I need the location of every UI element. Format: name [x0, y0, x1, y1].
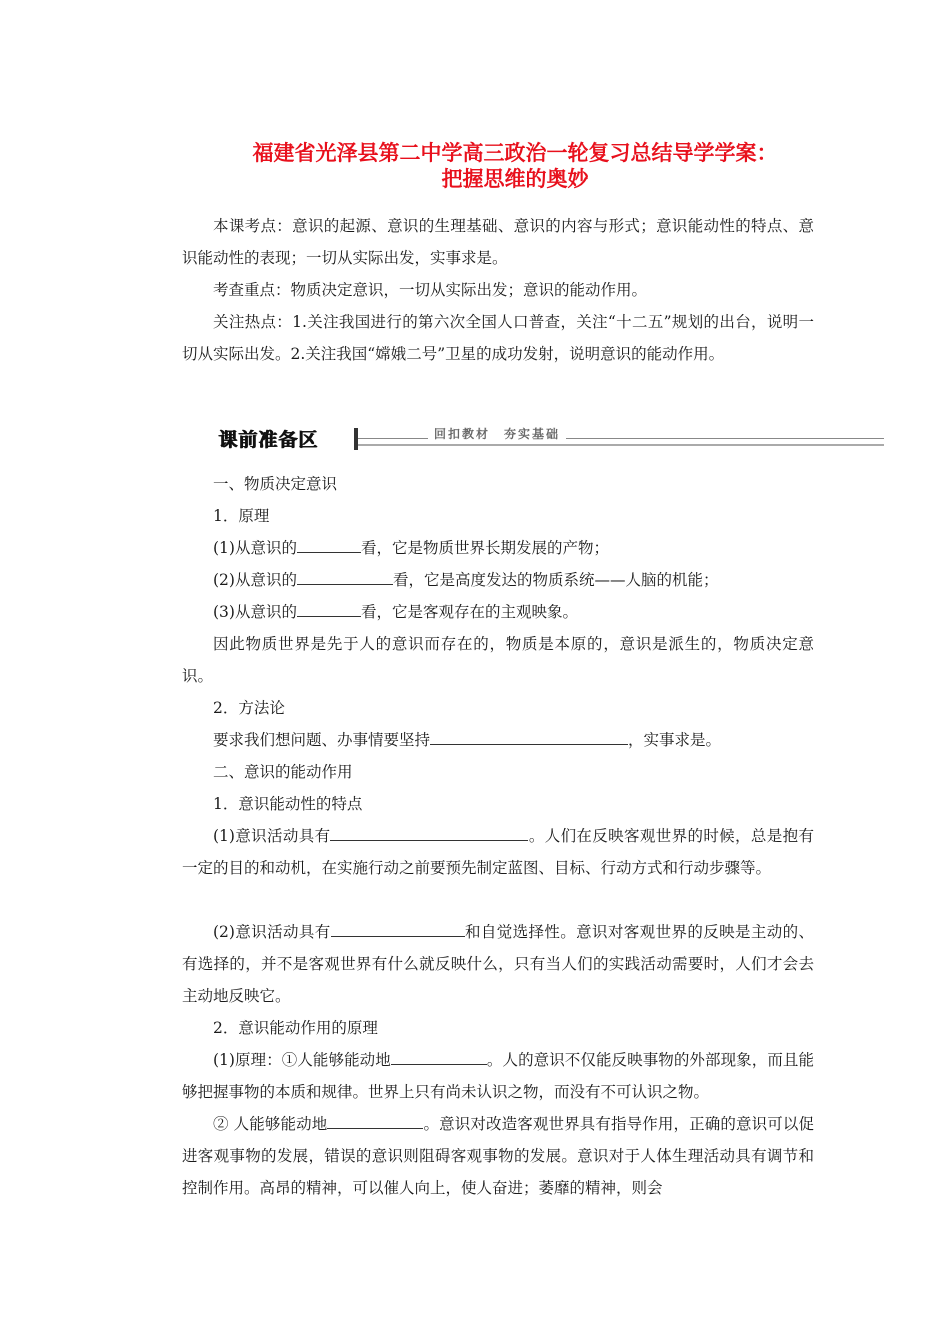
fill-blank-5[interactable]	[330, 822, 528, 841]
principle-item-2	[182, 564, 814, 596]
fill-blank-2[interactable]	[297, 566, 393, 585]
principle-item-1-lead: (1)从意识的	[213, 539, 297, 557]
subheading-principle: 1．原理	[213, 507, 270, 525]
role-principle-2	[182, 1108, 814, 1204]
page-title	[0, 140, 950, 192]
principle-item-1-tail: 看，它是物质世界长期发展的产物；	[360, 539, 609, 557]
intro-kaodian: 本课考点：意识的起源、意识的生理基础、意识的内容与形式；意识能动性的特点、意识能动性的表现；一切从实际出发，实事求是。	[182, 217, 814, 267]
fill-blank-3[interactable]	[297, 598, 361, 617]
principle-item-2-tail: 看，它是高度发达的物质系统——人脑的机能；	[392, 571, 719, 589]
section-motto: 回扣教材 夯实基础	[428, 426, 566, 442]
heading-consciousness-role: 二、意识的能动作用	[213, 763, 353, 781]
role-principle-2-tail: 。意识对改造客观世界具有指导作用，正确的意识可以促进客观事物的发展，错误的意识则阻碍客观事物的发展。意识对于人体生理活动具有调节和控制作用。高昂的精神，可以催人向上，使人奋进；萎靡的精神，则会	[182, 1115, 814, 1197]
characteristic-1-tail: 。人们在反映客观世界的时候，总是抱有一定的目的和动机，在实施行动之前要预先制定蓝图、目标、行动方式和行动步骤等。	[182, 827, 814, 877]
role-principle-1	[182, 1044, 814, 1108]
characteristic-2	[182, 916, 814, 1012]
section-bar	[218, 426, 884, 454]
role-principle-2-lead: ② 人能够能动地	[213, 1115, 328, 1133]
subheading-role-principle: 2．意识能动作用的原理	[213, 1019, 378, 1037]
principle-item-3-tail: 看，它是客观存在的主观映象。	[360, 603, 578, 621]
title-line-1: 福建省光泽县第二中学高三政治一轮复习总结导学学案：	[252, 141, 778, 165]
heading-material-decides: 一、物质决定意识	[213, 475, 338, 493]
principle-item-1	[182, 532, 814, 564]
principle-conclusion: 因此物质世界是先于人的意识而存在的，物质是本原的，意识是派生的，物质决定意识。	[182, 635, 814, 685]
section-label: 课前准备区	[218, 429, 319, 451]
subheading-characteristics: 1．意识能动性的特点	[213, 795, 363, 813]
fill-blank-6[interactable]	[331, 918, 465, 937]
title-line-2: 把握思维的奥妙	[441, 167, 589, 191]
fill-blank-7[interactable]	[391, 1046, 487, 1065]
methodology-text	[182, 724, 814, 756]
section-rule-accent	[354, 428, 358, 450]
principle-item-2-lead: (2)从意识的	[213, 571, 297, 589]
characteristic-1-lead: (1)意识活动具有	[213, 827, 331, 845]
fill-blank-4[interactable]	[430, 726, 628, 745]
intro-redian: 关注热点：1.关注我国进行的第六次全国人口普查，关注“十二五”规划的出台，说明一切从实际出发。2.关注我国“嫦娥二号”卫星的成功发射，说明意识的能动作用。	[182, 313, 814, 363]
principle-item-3-lead: (3)从意识的	[213, 603, 297, 621]
characteristic-2-lead: (2)意识活动具有	[213, 923, 331, 941]
subheading-methodology: 2．方法论	[213, 699, 285, 717]
characteristic-1	[182, 820, 814, 884]
role-principle-1-tail: 。人的意识不仅能反映事物的外部现象，而且能够把握事物的本质和规律。世界上只有尚未认识之物，而没有不可认识之物。	[182, 1051, 814, 1101]
role-principle-1-lead: (1)原理：①人能够能动地	[213, 1051, 391, 1069]
intro-zhongdian: 考查重点：物质决定意识，一切从实际出发；意识的能动作用。	[213, 281, 648, 299]
methodology-lead: 要求我们想问题、办事情要坚持	[213, 731, 431, 749]
principle-item-3	[182, 596, 814, 628]
section-rule-bottom	[358, 444, 884, 446]
fill-blank-1[interactable]	[297, 534, 361, 553]
methodology-tail: ，实事求是。	[628, 731, 722, 749]
characteristic-2-tail: 和自觉选择性。意识对客观世界的反映是主动的、有选择的，并不是客观世界有什么就反映什么，只有当人们的实践活动需要时，人们才会去主动地反映它。	[182, 923, 814, 1005]
fill-blank-8[interactable]	[327, 1110, 423, 1129]
